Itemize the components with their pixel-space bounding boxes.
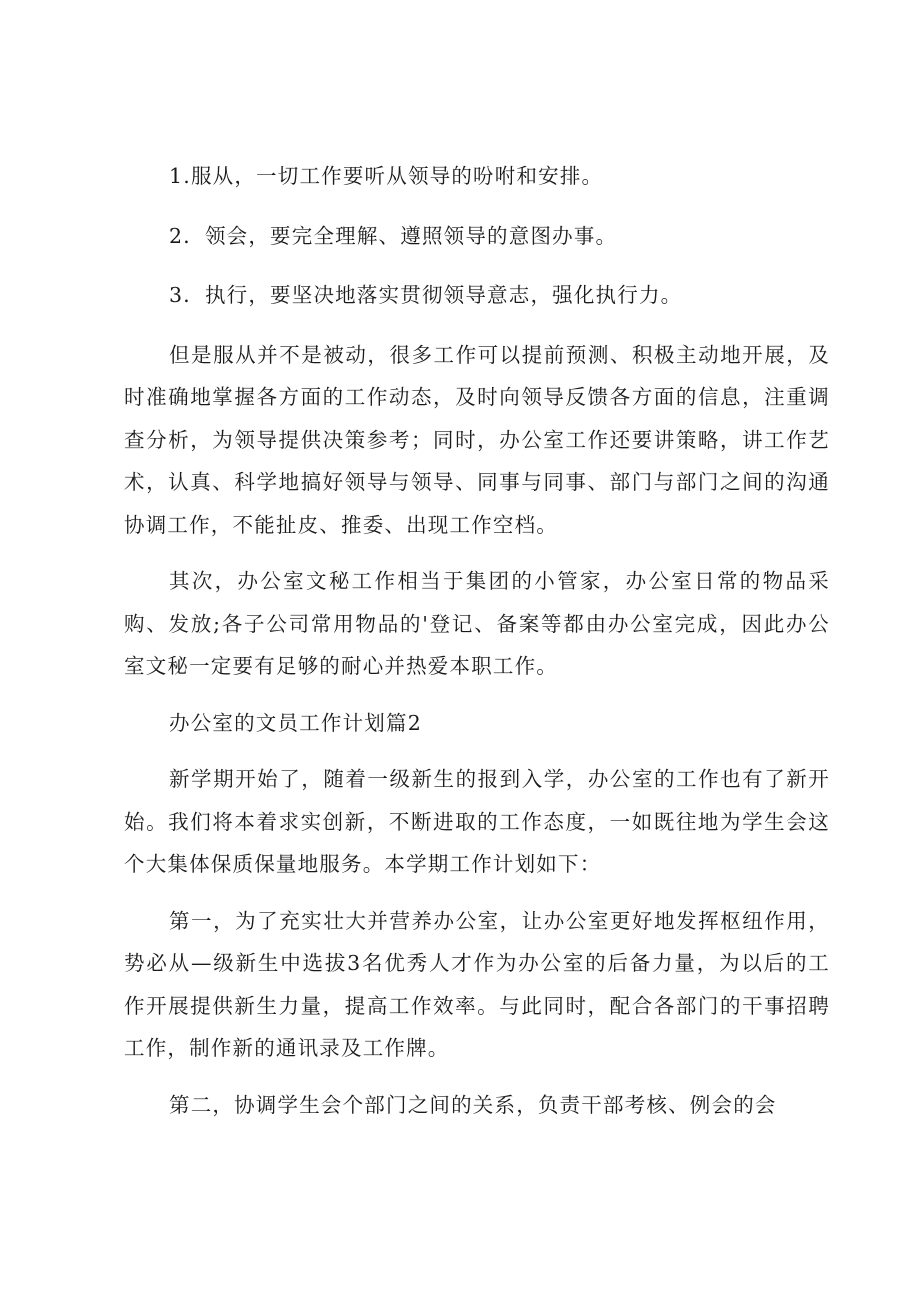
paragraph-initiative: 但是服从并不是被动，很多工作可以提前预测、积极主动地开展，及时准确地掌握各方面的工作动态，及时向领导反馈各方面的信息，注重调查分析，为领导提供决策参考；同时，办公室工作还要讲策略，讲工作艺术，认真、科学地搞好领导与领导、同事与同事、部门与部门之间的沟通协调工作，不能扯皮、推委、出现工作空档。: [124, 342, 830, 537]
list-item-execute: 3．执行，要坚决地落实贯彻领导意志，强化执行力。: [169, 283, 683, 307]
list-item-obey: 1.服从，一切工作要听从领导的吩咐和安排。: [169, 164, 604, 188]
section-heading: 办公室的文员工作计划篇2: [169, 710, 422, 735]
paragraph-new-semester: 新学期开始了，随着一级新生的报到入学，办公室的工作也有了新开始。我们将本着求实创新，不断进取的工作态度，一如既往地为学生会这个大集体保质保量地服务。本学期工作计划如下：: [124, 767, 830, 876]
paragraph-first-point: 第一，为了充实壮大并营养办公室，让办公室更好地发挥枢纽作用，势必从—级新生中选拔3名优秀人才作为办公室的后备力量，为以后的工作开展提供新生力量，提高工作效率。与此同时，配合各部门的干事招聘工作，制作新的通讯录及工作牌。: [124, 908, 830, 1060]
paragraph-housekeeping: 其次，办公室文秘工作相当于集团的小管家，办公室日常的物品采购、发放;各子公司常用物品的'登记、备案等都由办公室完成，因此办公室文秘一定要有足够的耐心并热爱本职工作。: [124, 569, 830, 678]
list-item-understand: 2．领会，要完全理解、遵照领导的意图办事。: [169, 223, 618, 248]
paragraph-second-point: 第二，协调学生会个部门之间的关系，负责干部考核、例会的会: [169, 1092, 777, 1117]
document-body: [124, 155, 830, 1140]
